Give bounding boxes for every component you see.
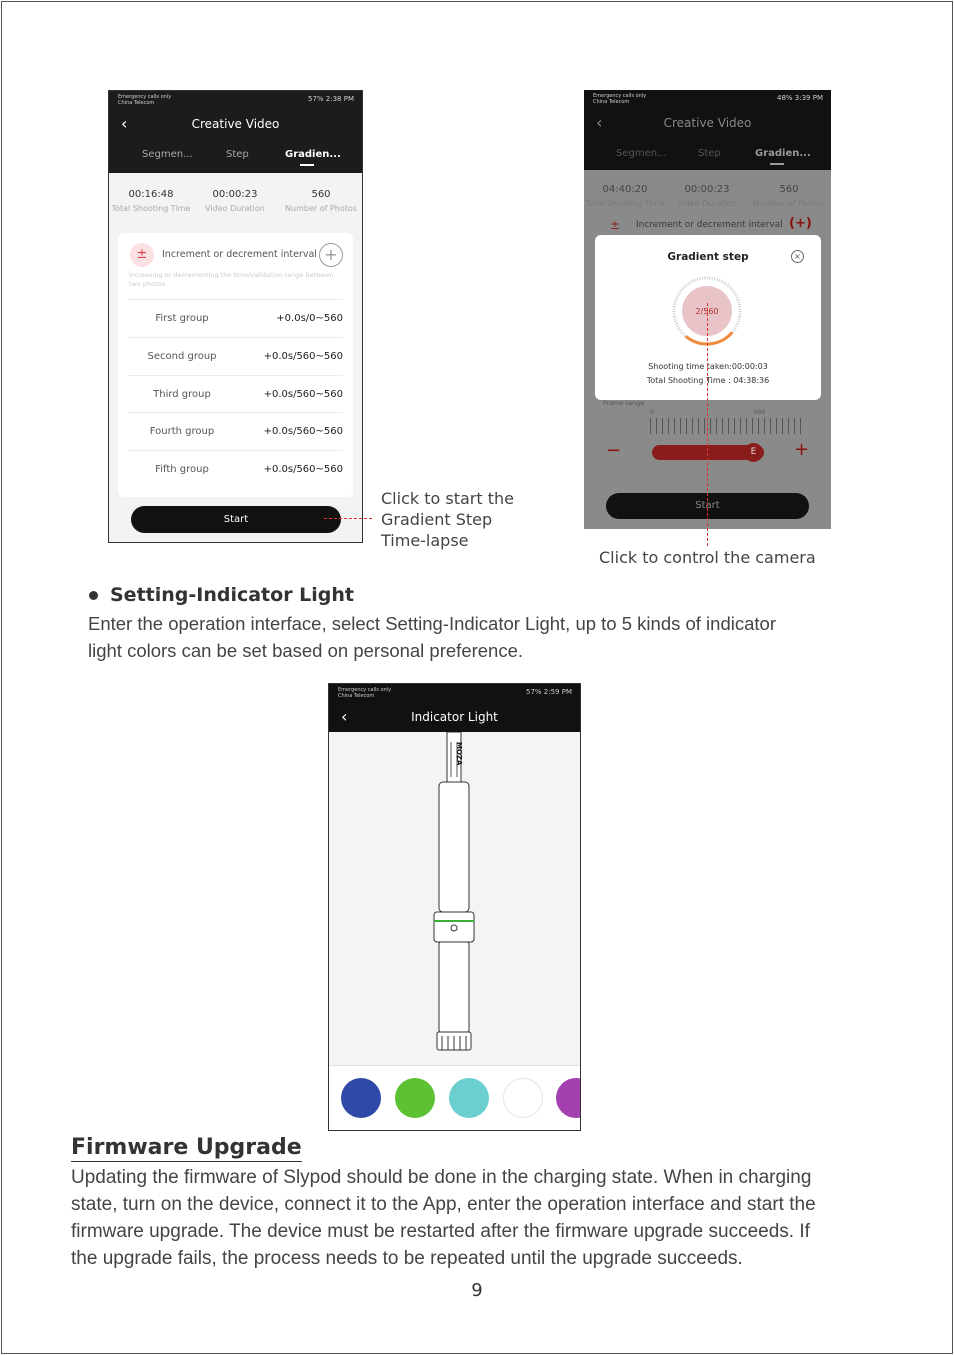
app-header xyxy=(584,108,831,138)
bullet-icon xyxy=(89,591,98,600)
tab-segment[interactable]: Segmen... xyxy=(616,148,667,159)
add-interval-button[interactable]: + xyxy=(319,243,343,267)
app-header xyxy=(329,702,580,732)
firmware-paragraph: Updating the firmware of Slypod should be done in the charging state. When in charging state, turn on the device, connect it to the App, enter the operation interface and start the firmware upgrade. The device must be restarted after the firmware upgrade succeeds. If the upgrade fails, the process needs to be repeated until the upgrade succeeds. xyxy=(71,1167,816,1269)
moza-logo: MOZA xyxy=(455,742,463,766)
mode-tabs xyxy=(109,139,362,173)
tab-segment[interactable]: Segmen... xyxy=(142,149,193,160)
page-title: Creative Video xyxy=(191,117,280,131)
status-bar: Emergency calls only China Telecom 48% 3:39 PM xyxy=(584,90,831,108)
start-button[interactable]: Start xyxy=(606,493,809,519)
stat-total-time: 00:16:48 Total Shooting Time xyxy=(111,189,191,213)
stat-video-duration: 00:00:23 Video Duration xyxy=(205,189,265,213)
stat-video-duration: 00:00:23 Video Duration xyxy=(677,184,737,208)
interval-desc: Increasing or decrementing the time/validation range between two photos xyxy=(129,271,334,288)
pointer-line-control xyxy=(707,303,708,546)
color-swatch-blue[interactable] xyxy=(341,1078,381,1118)
page-title: Creative Video xyxy=(663,116,752,130)
tab-gradient[interactable]: Gradien... xyxy=(755,148,811,159)
pointer-line-start xyxy=(324,518,372,519)
increase-button[interactable]: + xyxy=(794,439,810,460)
interval-title: Increment or decrement interval xyxy=(636,220,783,230)
page-number: 9 xyxy=(471,1280,483,1301)
modal-title: Gradient step xyxy=(667,251,749,263)
mode-tabs xyxy=(584,138,831,170)
group-row-2[interactable]: Second group +0.0s/560~560 xyxy=(128,337,343,375)
app-header xyxy=(109,109,362,139)
gradient-step-modal xyxy=(595,235,821,400)
shooting-time-taken: Shooting time taken:00:00:03 xyxy=(648,362,768,371)
tick-label-0: 0 xyxy=(650,408,655,416)
phone-screenshot-indicator xyxy=(328,683,581,1131)
back-icon[interactable]: ‹ xyxy=(121,114,128,133)
tab-gradient[interactable]: Gradien... xyxy=(285,149,341,160)
back-icon[interactable]: ‹ xyxy=(341,707,348,726)
frame-ruler xyxy=(650,418,804,434)
caption-start-timelapse: Click to start the Gradient Step Time-lapse xyxy=(381,489,514,550)
indicator-paragraph: Enter the operation interface, select Setting-Indicator Light, up to 5 kinds of indicator light colors can be set based on personal preference. xyxy=(88,613,776,661)
interval-card xyxy=(118,233,353,497)
stat-photos: 560 Number of Photos xyxy=(285,189,357,213)
status-right: 57% 2:59 PM xyxy=(526,688,572,696)
slypod-device-illustration xyxy=(424,732,486,1052)
group-row-5[interactable]: Fifth group +0.0s/560~560 xyxy=(128,450,343,488)
status-right: 48% 3:39 PM xyxy=(777,94,823,102)
status-right: 57% 2:38 PM xyxy=(308,95,354,103)
close-icon[interactable]: × xyxy=(791,250,804,263)
status-bar: Emergency calls only China Telecom 57% 2:59 PM xyxy=(329,684,580,702)
group-row-1[interactable]: First group +0.0s/0~560 xyxy=(128,299,343,337)
tab-underline xyxy=(770,163,784,165)
tab-step[interactable]: Step xyxy=(226,149,249,160)
frame-range-label: Frame range xyxy=(603,399,645,407)
status-bar: Emergency calls only China Telecom 57% 2:38 PM xyxy=(109,91,362,109)
indicator-heading: Setting-Indicator Light xyxy=(110,584,355,606)
color-swatch-green[interactable] xyxy=(395,1078,435,1118)
stat-photos: 560 Number of Photos xyxy=(753,184,825,208)
color-swatch-cyan[interactable] xyxy=(449,1078,489,1118)
stat-total-time: 04:40:20 Total Shooting Time xyxy=(585,184,665,208)
phone-screenshot-gradient xyxy=(108,90,363,543)
tab-underline xyxy=(300,164,314,166)
group-row-4[interactable]: Fourth group +0.0s/560~560 xyxy=(128,412,343,450)
slider-handle[interactable]: E xyxy=(744,443,763,462)
firmware-heading: Firmware Upgrade xyxy=(71,1135,302,1160)
caption-control-camera: Click to control the camera xyxy=(599,548,816,567)
start-button[interactable]: Start xyxy=(131,506,341,533)
back-icon[interactable]: ‹ xyxy=(596,113,603,132)
progress-count: 2/560 xyxy=(695,307,719,316)
page-title: Indicator Light xyxy=(411,710,498,724)
interval-title: Increment or decrement interval xyxy=(162,249,317,260)
tab-step[interactable]: Step xyxy=(698,148,721,159)
plus-minus-icon: ± xyxy=(130,243,154,267)
decrease-button[interactable]: − xyxy=(606,440,622,461)
group-row-3[interactable]: Third group +0.0s/560~560 xyxy=(128,375,343,413)
color-swatch-white[interactable] xyxy=(503,1078,543,1118)
total-shooting-time: Total Shooting Time : 04:38:36 xyxy=(646,376,770,385)
plus-minus-icon: ± xyxy=(610,218,621,232)
tick-label-560: 560 xyxy=(753,408,766,416)
add-interval-button[interactable]: (+) xyxy=(789,216,812,231)
